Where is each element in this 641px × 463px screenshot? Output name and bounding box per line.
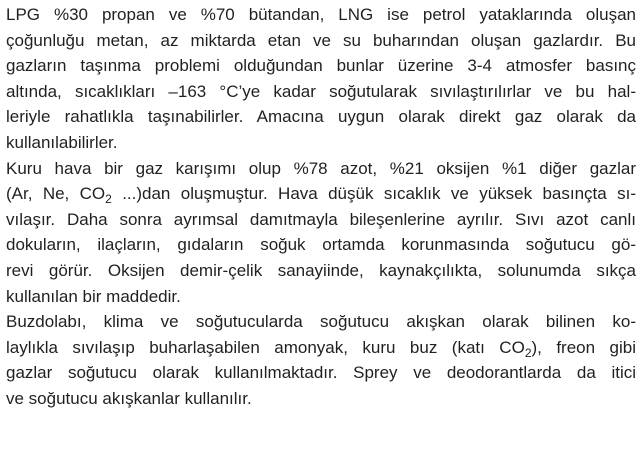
text-line: ve soğutucu akışkanlar kullanılır. <box>6 388 252 408</box>
text-line: kullanılabilirler. <box>6 132 118 152</box>
text-line: çoğunluğu metan, az miktarda etan ve su buharından oluşan gazlardır. Bu <box>6 30 636 50</box>
text-line: kullanılan bir maddedir. <box>6 286 181 306</box>
text-line: laylıkla sıvılaşıp buharlaşabilen amonyak, kuru buz (katı $CO_2$), freon gibi <box>6 337 636 360</box>
subscript: 2 <box>524 345 532 360</box>
text-line: dokuların, ilaçların, gıdaların soğuk ortamda korunmasında soğutucu gö- <box>6 235 636 255</box>
paragraph-dry-air <box>6 156 636 310</box>
text-line: LPG %30 propan ve %70 bütandan, LNG ise petrol yataklarında oluşan <box>6 5 636 24</box>
text-line: (Ar, Ne, $CO_2$ ...)dan oluşmuştur. Hava düşük sıcaklık ve yüksek basınçta sı- <box>6 184 636 207</box>
paragraph-refrigerants <box>6 309 636 411</box>
text-line: gazlar soğutucu olarak kullanılmaktadır. Sprey ve deodorantlarda da itici <box>6 363 636 383</box>
text-line: revi görür. Oksijen demir-çelik sanayiinde, kaynakçılıkta, solunumda sıkça <box>6 260 636 280</box>
text-line: Buzdolabı, klima ve soğutucularda soğutucu akışkan olarak bilinen ko- <box>6 312 636 332</box>
text-line: vılaşır. Daha sonra ayrımsal damıtmayla bileşenlerine ayrılır. Sıvı azot canlı <box>6 209 636 229</box>
paragraph-lpg-lng <box>6 2 636 156</box>
document-page <box>6 2 636 412</box>
text-line: altında, sıcaklıkları –163 °C’ye kadar soğutularak sıvılaştırılırlar ve bu hal- <box>6 81 636 101</box>
subscript: 2 <box>105 192 112 207</box>
text-line: Kuru hava bir gaz karışımı olup %78 azot, %21 oksijen %1 diğer gazlar <box>6 158 636 178</box>
text-line: gazların taşınma problemi olduğundan bunlar üzerine 3-4 atmosfer basınç <box>6 56 636 76</box>
text-line: leriyle rahatlıkla taşınabilirler. Amacına uygun olarak direkt gaz olarak da <box>6 107 636 127</box>
